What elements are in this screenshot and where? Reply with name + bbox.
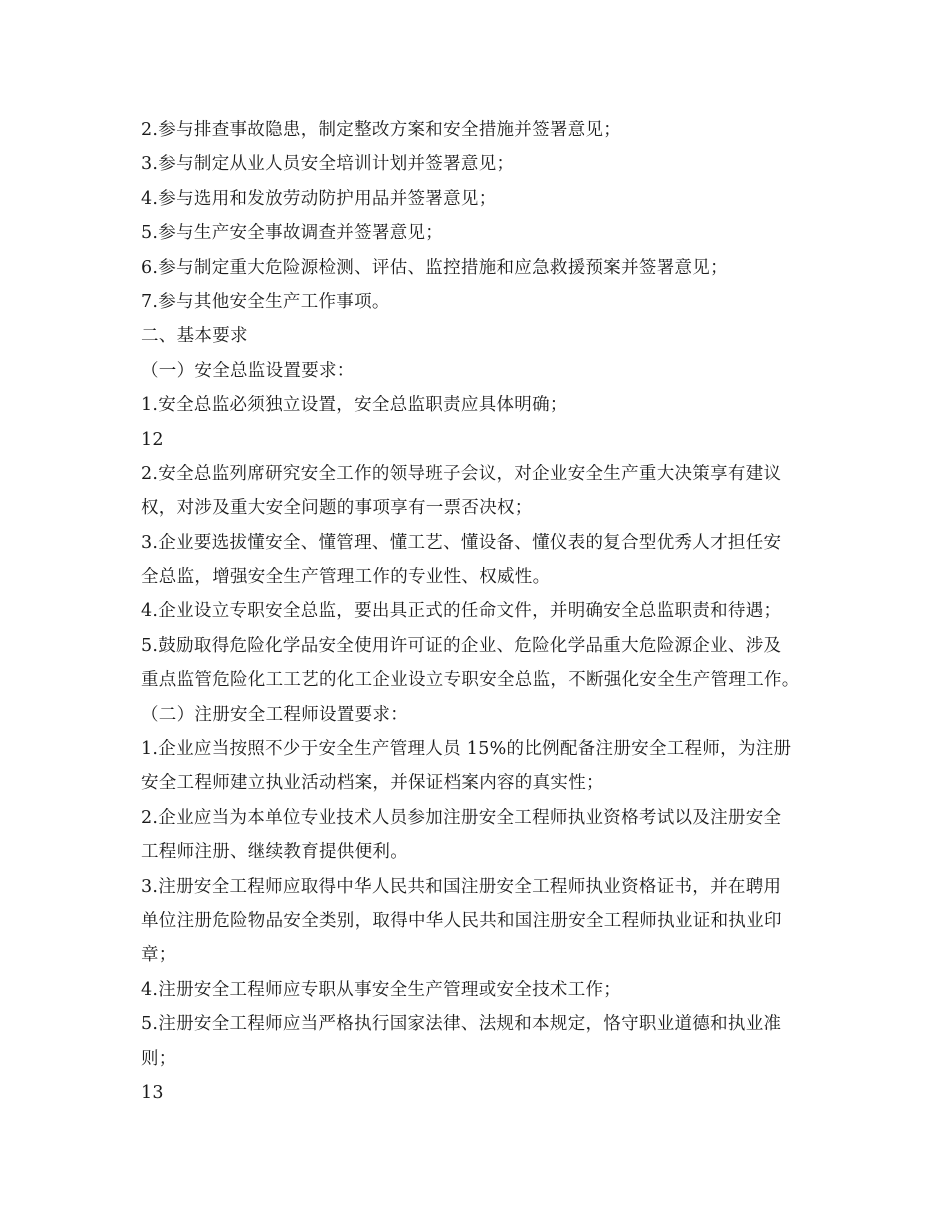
text-line: 全总监，增强安全生产管理工作的专业性、权威性。 [141,567,551,588]
text-line: 4.参与选用和发放劳动防护用品并签署意见； [141,188,497,209]
text-line: 2.企业应当为本单位专业技术人员参加注册安全工程师执业资格考试以及注册安全 [141,807,782,828]
text-line: 5.注册安全工程师应当严格执行国家法律、法规和本规定，恪守职业道德和执业准 [141,1014,782,1035]
text-line: 3.注册安全工程师应取得中华人民共和国注册安全工程师执业资格证书，并在聘用 [141,876,782,897]
text-line: 1.安全总监必须独立设置，安全总监职责应具体明确； [141,395,568,416]
text-line: 重点监管危险化工工艺的化工企业设立专职安全总监，不断强化安全生产管理工作。 [141,670,800,691]
text-line: 权，对涉及重大安全问题的事项享有一票否决权； [141,498,533,519]
section-heading: 二、基本要求 [141,326,248,347]
text-line: 4.企业设立专职安全总监，要出具正式的任命文件，并明确安全总监职责和待遇； [141,601,782,622]
text-line: 则； [141,1048,177,1069]
text-line: 7.参与其他安全生产工作事项。 [141,291,390,312]
text-line: 1.企业应当按照不少于安全生产管理人员 15%的比例配备注册安全工程师，为注册 [141,739,792,760]
text-line: 5.参与生产安全事故调查并签署意见； [141,223,444,244]
text-line: 6.参与制定重大危险源检测、评估、监控措施和应急救援预案并签署意见； [141,257,728,278]
text-line: 工程师注册、继续教育提供便利。 [141,842,408,863]
subsection-heading: （一）安全总监设置要求： [141,360,355,381]
subsection-heading: （二）注册安全工程师设置要求： [141,704,408,725]
text-line: 5.鼓励取得危险化学品安全使用许可证的企业、危险化学品重大危险源企业、涉及 [141,635,782,656]
page-number: 12 [141,429,164,450]
document-body [141,113,831,1110]
text-line: 3.参与制定从业人员安全培训计划并签署意见； [141,154,515,175]
page-number: 13 [141,1082,164,1103]
text-line: 单位注册危险物品安全类别，取得中华人民共和国注册安全工程师执业证和执业印 [141,910,782,931]
text-line: 3.企业要选拔懂安全、懂管理、懂工艺、懂设备、懂仪表的复合型优秀人才担任安 [141,532,782,553]
text-line: 章； [141,945,177,966]
text-line: 2.参与排查事故隐患，制定整改方案和安全措施并签署意见； [141,120,622,140]
text-line: 4.注册安全工程师应专职从事安全生产管理或安全技术工作； [141,979,622,1000]
text-line: 安全工程师建立执业活动档案，并保证档案内容的真实性； [141,773,604,794]
text-line: 2.安全总监列席研究安全工作的领导班子会议，对企业安全生产重大决策享有建议 [141,463,782,484]
